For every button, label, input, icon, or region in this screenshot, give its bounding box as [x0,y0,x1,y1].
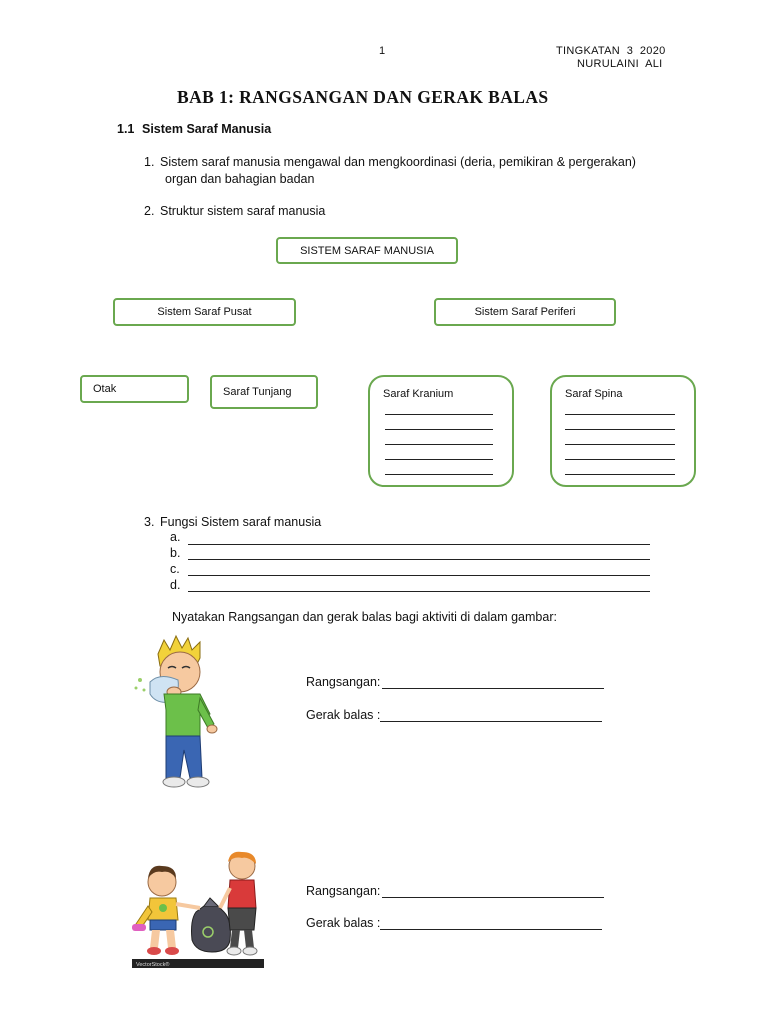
kranium-answer-line-4[interactable] [385,459,493,460]
stock-watermark-label: VectorStock® [136,962,170,968]
box-saraf-kranium [368,375,514,487]
page-number: 1 [379,45,386,57]
box-sistem-saraf-periferi [434,298,616,326]
q2-response-label: Gerak balas : [306,916,381,930]
function-d-line[interactable] [188,591,650,592]
spina-answer-line-1[interactable] [565,414,675,415]
kranium-answer-line-5[interactable] [385,474,493,475]
sneezing-boy-illustration [130,632,245,792]
author-name: NURULAINI ALI [577,58,663,70]
box-saraf-spina-label: Saraf Spina [565,388,623,400]
item-2-number: 2. [144,204,155,218]
activity-instruction: Nyatakan Rangsangan dan gerak balas bagi aktiviti di dalam gambar: [172,610,557,624]
box-sistem-saraf-manusia [276,237,458,264]
spina-answer-line-2[interactable] [565,429,675,430]
item-1-line-2: organ dan bahagian badan [165,172,315,186]
item-3-text: Fungsi Sistem saraf manusia [160,515,322,529]
box-sistem-saraf-periferi-label: Sistem Saraf Periferi [474,306,576,318]
box-saraf-kranium-label: Saraf Kranium [383,388,454,400]
q1-response-line[interactable] [380,721,602,722]
item-2-text: Struktur sistem saraf manusia [160,204,326,218]
q1-stimulus-label: Rangsangan: [306,675,381,689]
section-number: 1.1 [117,122,135,136]
kranium-answer-line-3[interactable] [385,444,493,445]
box-saraf-tunjang [210,375,318,409]
box-otak [80,375,189,403]
class-year: TINGKATAN 3 2020 [556,45,666,57]
section-heading: Sistem Saraf Manusia [142,122,272,136]
function-c-line[interactable] [188,575,650,576]
spina-answer-line-4[interactable] [565,459,675,460]
spina-answer-line-5[interactable] [565,474,675,475]
function-c-letter: c. [170,562,180,576]
box-saraf-tunjang-label: Saraf Tunjang [223,386,292,398]
q1-response-label: Gerak balas : [306,708,381,722]
item-1-number: 1. [144,155,155,169]
function-b-letter: b. [170,546,181,560]
kranium-answer-line-1[interactable] [385,414,493,415]
page-title: BAB 1: RANGSANGAN DAN GERAK BALAS [177,87,549,107]
q2-response-line[interactable] [380,929,602,930]
item-3-number: 3. [144,515,155,529]
q2-stimulus-label: Rangsangan: [306,884,381,898]
item-1-line-1: Sistem saraf manusia mengawal dan mengkoordinasi (deria, pemikiran & pergerakan) [160,155,636,169]
function-a-letter: a. [170,530,181,544]
box-saraf-spina [550,375,696,487]
kranium-answer-line-2[interactable] [385,429,493,430]
function-d-letter: d. [170,578,181,592]
spina-answer-line-3[interactable] [565,444,675,445]
q1-stimulus-line[interactable] [382,688,604,689]
function-b-line[interactable] [188,559,650,560]
function-a-line[interactable] [188,544,650,545]
box-sistem-saraf-pusat-label: Sistem Saraf Pusat [157,306,252,318]
boys-trash-illustration [132,848,264,970]
box-otak-label: Otak [93,383,117,395]
box-sistem-saraf-pusat [113,298,296,326]
q2-stimulus-line[interactable] [382,897,604,898]
box-sistem-saraf-manusia-label: SISTEM SARAF MANUSIA [300,244,434,257]
